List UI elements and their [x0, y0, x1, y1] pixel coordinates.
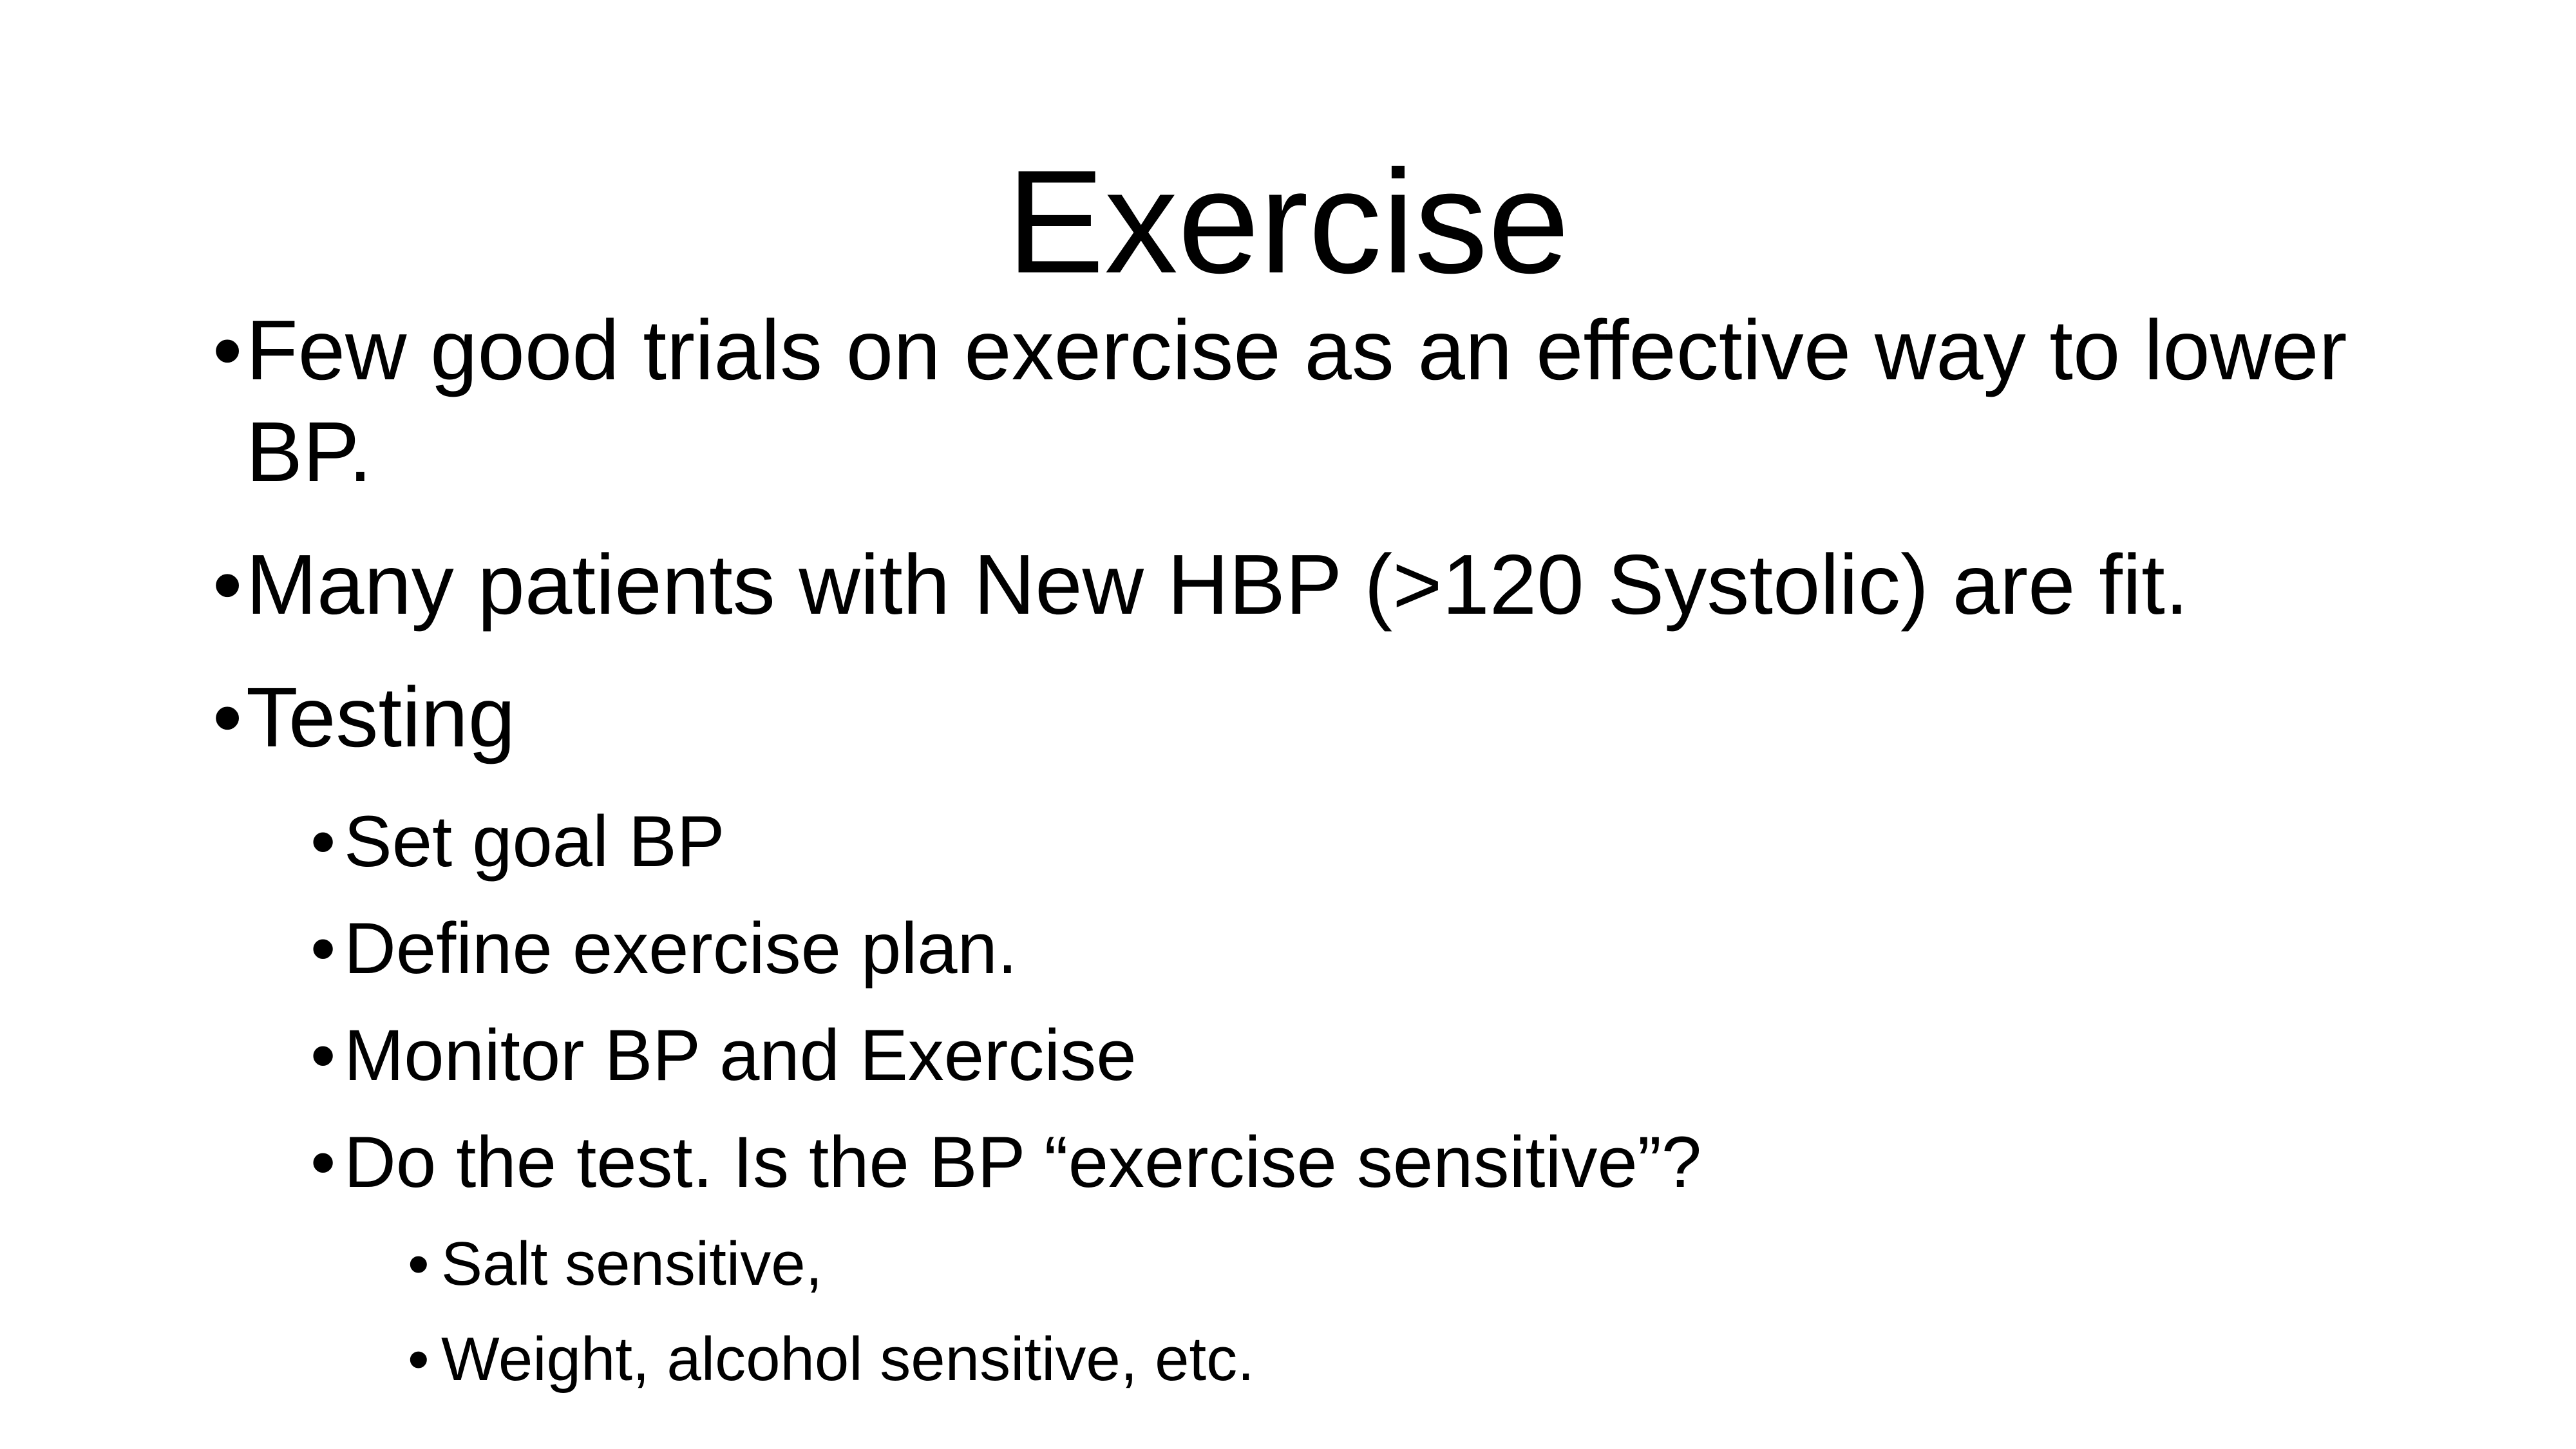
bullet-text: Set goal BP — [344, 801, 725, 882]
bullet-item — [213, 667, 2402, 768]
sub-bullet-item — [310, 1013, 2402, 1098]
sub-bullet-item — [310, 1120, 2402, 1205]
bullet-icon: • — [213, 303, 243, 397]
bullet-icon: • — [310, 1015, 336, 1095]
bullet-text: Testing — [246, 670, 516, 764]
sub-sub-bullet-item — [408, 1322, 2402, 1397]
bullet-icon: • — [213, 670, 243, 764]
sub-sub-bullet-item — [408, 1227, 2402, 1302]
bullet-item — [213, 299, 2402, 503]
bullet-text: Few good trials on exercise as an effective way to lower BP. — [246, 303, 2347, 499]
bullet-list — [213, 299, 2402, 1417]
slide-title: Exercise — [1006, 140, 1570, 304]
bullet-text: Weight, alcohol sensitive, etc. — [441, 1325, 1255, 1394]
bullet-text: Do the test. Is the BP “exercise sensitive”? — [344, 1122, 1702, 1202]
sub-bullet-item — [310, 799, 2402, 884]
sub-bullet-item — [310, 906, 2402, 991]
bullet-text: Monitor BP and Exercise — [344, 1015, 1137, 1095]
bullet-icon: • — [213, 537, 243, 632]
bullet-text: Many patients with New HBP (>120 Systolic) are fit. — [246, 537, 2189, 632]
bullet-icon: • — [310, 908, 336, 989]
bullet-icon: • — [408, 1325, 430, 1394]
bullet-icon: • — [310, 1122, 336, 1202]
bullet-icon: • — [310, 801, 336, 882]
bullet-text: Define exercise plan. — [344, 908, 1018, 989]
bullet-icon: • — [408, 1229, 430, 1298]
bullet-item — [213, 534, 2402, 636]
bullet-text: Salt sensitive, — [441, 1229, 823, 1298]
